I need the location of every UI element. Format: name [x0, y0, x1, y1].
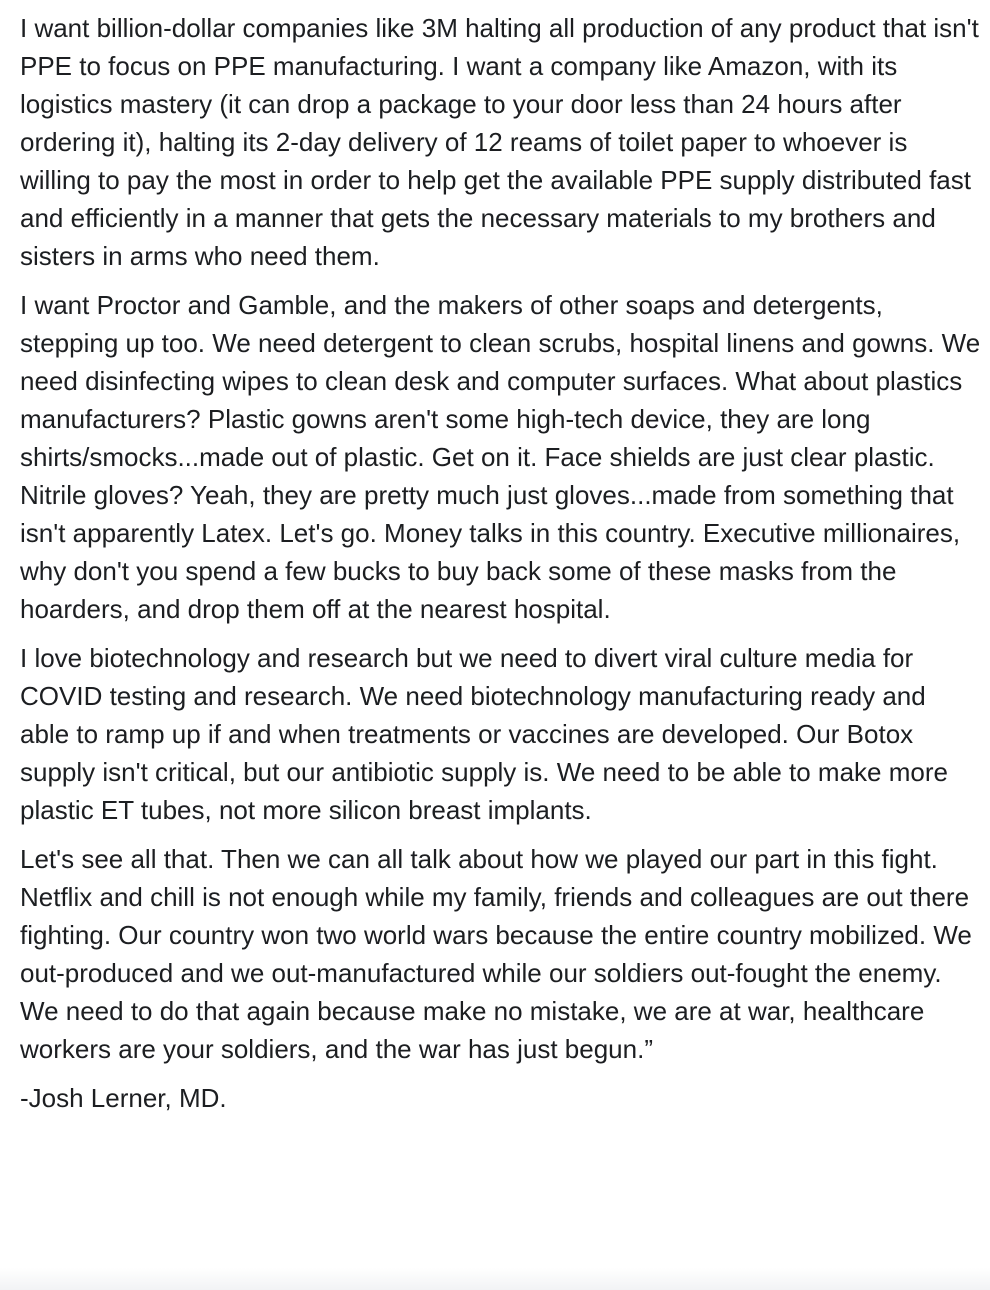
paragraph-biotechnology: I love biotechnology and research but we need to divert viral culture media for COVID testing and research. We need biotechnology manufacturing ready and able to ramp up if and when treatments or vaccines are developed. Our Botox supply isn't critical, but our antibiotic supply is. We need to be able to make more plastic ET tubes, not more silicon breast implants.: [20, 643, 948, 825]
paragraph-war-effort: Let's see all that. Then we can all talk about how we played our part in this fight. Netflix and chill is not enough while my family, friends and colleagues are out there fighting. Our country won two world wars because the entire country mobilized. We out-produced and we out-manufactured while our soldiers out-fought the enemy. We need to do that again because make no mistake, we are at war, healthcare workers are your soldiers, and the war has just begun.”: [20, 844, 972, 1064]
paragraph-ppe-manufacturing: I want billion-dollar companies like 3M halting all production of any product that isn't PPE to focus on PPE manufacturing. I want a company like Amazon, with its logistics mastery (it can drop a package to your door less than 24 hours after ordering it), halting its 2-day delivery of 12 reams of toilet paper to whoever is willing to pay the most in order to help get the available PPE supply distributed fast and efficiently in a manner that gets the necessary materials to my brothers and sisters in arms who need them.: [20, 13, 979, 271]
bottom-fade: [0, 1268, 990, 1290]
post-body: [20, 9, 982, 1128]
post-signature: -Josh Lerner, MD.: [20, 1083, 227, 1113]
paragraph-soaps-plastics: I want Proctor and Gamble, and the makers of other soaps and detergents, stepping up too. We need detergent to clean scrubs, hospital linens and gowns. We need disinfecting wipes to clean desk and computer surfaces. What about plastics manufacturers? Plastic gowns aren't some high-tech device, they are long shirts/smocks...made out of plastic. Get on it. Face shields are just clear plastic. Nitrile gloves? Yeah, they are pretty much just gloves...made from something that isn't apparently Latex. Let's go. Money talks in this country. Executive millionaires, why don't you spend a few bucks to buy back some of these masks from the hoarders, and drop them off at the nearest hospital.: [20, 290, 981, 624]
